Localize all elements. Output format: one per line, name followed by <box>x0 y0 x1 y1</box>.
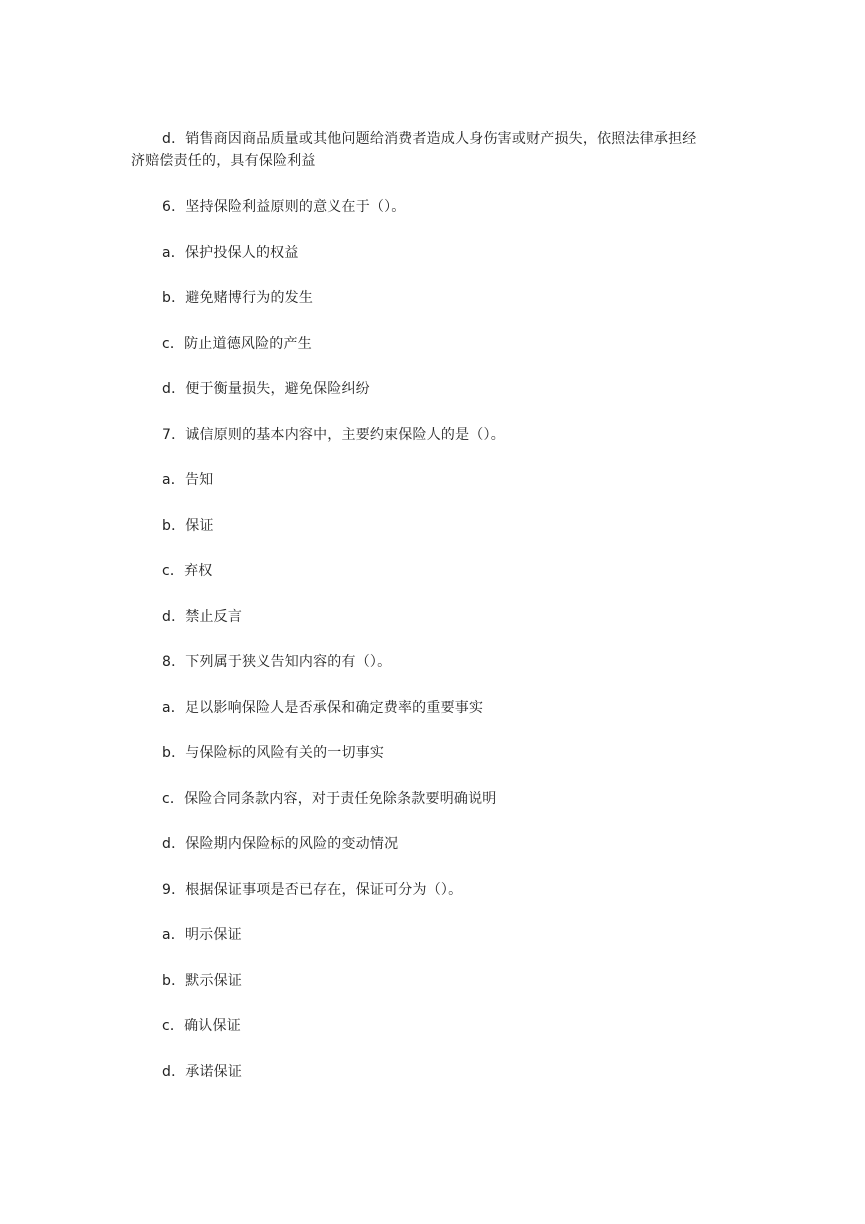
q6-option-c: c．防止道德风险的产生 <box>162 336 312 352</box>
q9-option-d: d．承诺保证 <box>162 1064 243 1080</box>
q9-option-b: b．默示保证 <box>162 973 243 989</box>
q6-option-a: a．保护投保人的权益 <box>162 245 299 261</box>
q6-option-d: d．便于衡量损失，避免保险纠纷 <box>162 381 370 397</box>
q7-option-a: a．告知 <box>162 472 214 488</box>
question-8: 8．下列属于狭义告知内容的有（）。 <box>162 654 392 670</box>
q6-option-b: b．避免赌博行为的发生 <box>162 290 314 306</box>
q8-option-a: a．足以影响保险人是否承保和确定费率的重要事实 <box>162 700 484 716</box>
q9-option-a: a．明示保证 <box>162 927 242 943</box>
q8-option-c: c．保险合同条款内容，对于责任免除条款要明确说明 <box>162 791 497 807</box>
question-7: 7．诚信原则的基本内容中，主要约束保险人的是（）。 <box>162 427 505 443</box>
intro-line-2: 济赔偿责任的，具有保险利益 <box>131 153 316 169</box>
q8-option-b: b．与保险标的风险有关的一切事实 <box>162 745 385 761</box>
q7-option-b: b．保证 <box>162 518 214 534</box>
q9-option-c: c．确认保证 <box>162 1018 241 1034</box>
q7-option-d: d．禁止反言 <box>162 609 243 625</box>
intro-line-1: d．销售商因商品质量或其他问题给消费者造成人身伤害或财产损失，依照法律承担经 <box>162 131 697 147</box>
q8-option-d: d．保险期内保险标的风险的变动情况 <box>162 836 399 852</box>
intro-paragraph <box>131 128 731 172</box>
question-9: 9．根据保证事项是否已存在，保证可分为（）。 <box>162 882 463 898</box>
question-6: 6．坚持保险利益原则的意义在于（）。 <box>162 199 406 215</box>
q7-option-c: c．弃权 <box>162 563 213 579</box>
